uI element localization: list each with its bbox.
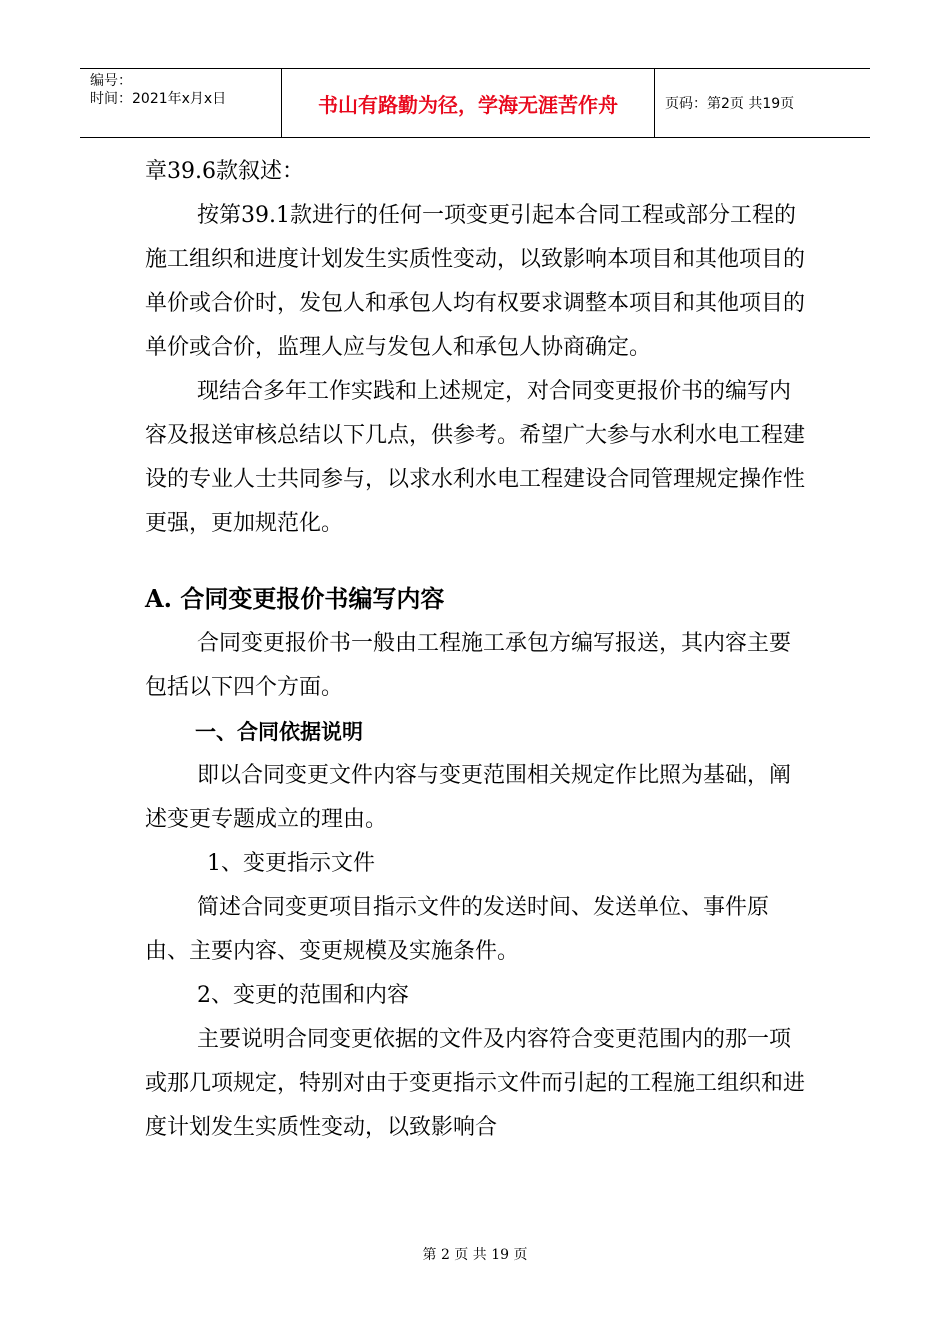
serial-number-label: 编号： xyxy=(90,73,132,89)
page-header xyxy=(80,68,870,138)
section-number: A. xyxy=(145,584,172,613)
section-heading xyxy=(145,576,810,622)
document-body xyxy=(145,150,810,1150)
subsection-heading: 一、合同依据说明 xyxy=(195,720,363,744)
section-title: 合同变更报价书编写内容 xyxy=(180,585,445,613)
paragraph: 按第39.1款进行的任何一项变更引起本合同工程或部分工程的施工组织和进度计划发生实质性变动，以致影响本项目和其他项目的单价或合价时，发包人和承包人均有权要求调整本项目和其他项目的单价或合价，监理人应与发包人和承包人协商确定。 xyxy=(145,203,806,360)
header-meta xyxy=(80,69,282,137)
date-label: 时间：2021年x月x日 xyxy=(90,91,227,107)
page-footer: 第 2 页 共 19 页 xyxy=(422,1247,528,1263)
item-heading: 1、变更指示文件 xyxy=(207,851,375,876)
paragraph: 现结合多年工作实践和上述规定，对合同变更报价书的编写内容及报送审核总结以下几点，供参考。希望广大参与水利水电工程建设的专业人士共同参与，以求水利水电工程建设合同管理规定操作性更强，更加规范化。 xyxy=(145,379,806,536)
paragraph: 章39.6款叙述： xyxy=(145,159,304,184)
paragraph: 主要说明合同变更依据的文件及内容符合变更范围内的那一项或那几项规定，特别对由于变更指示文件而引起的工程施工组织和进度计划发生实质性变动，以致影响合 xyxy=(145,1027,806,1140)
header-page-info: 页码：第2页 共19页 xyxy=(665,96,795,112)
paragraph: 简述合同变更项目指示文件的发送时间、发送单位、事件原由、主要内容、变更规模及实施条件。 xyxy=(145,895,770,964)
paragraph: 合同变更报价书一般由工程施工承包方编写报送，其内容主要包括以下四个方面。 xyxy=(145,631,792,700)
paragraph: 即以合同变更文件内容与变更范围相关规定作比照为基础，阐述变更专题成立的理由。 xyxy=(145,763,792,832)
header-motto: 书山有路勤为径，学海无涯苦作舟 xyxy=(282,69,655,137)
item-heading: 2、变更的范围和内容 xyxy=(197,983,409,1008)
